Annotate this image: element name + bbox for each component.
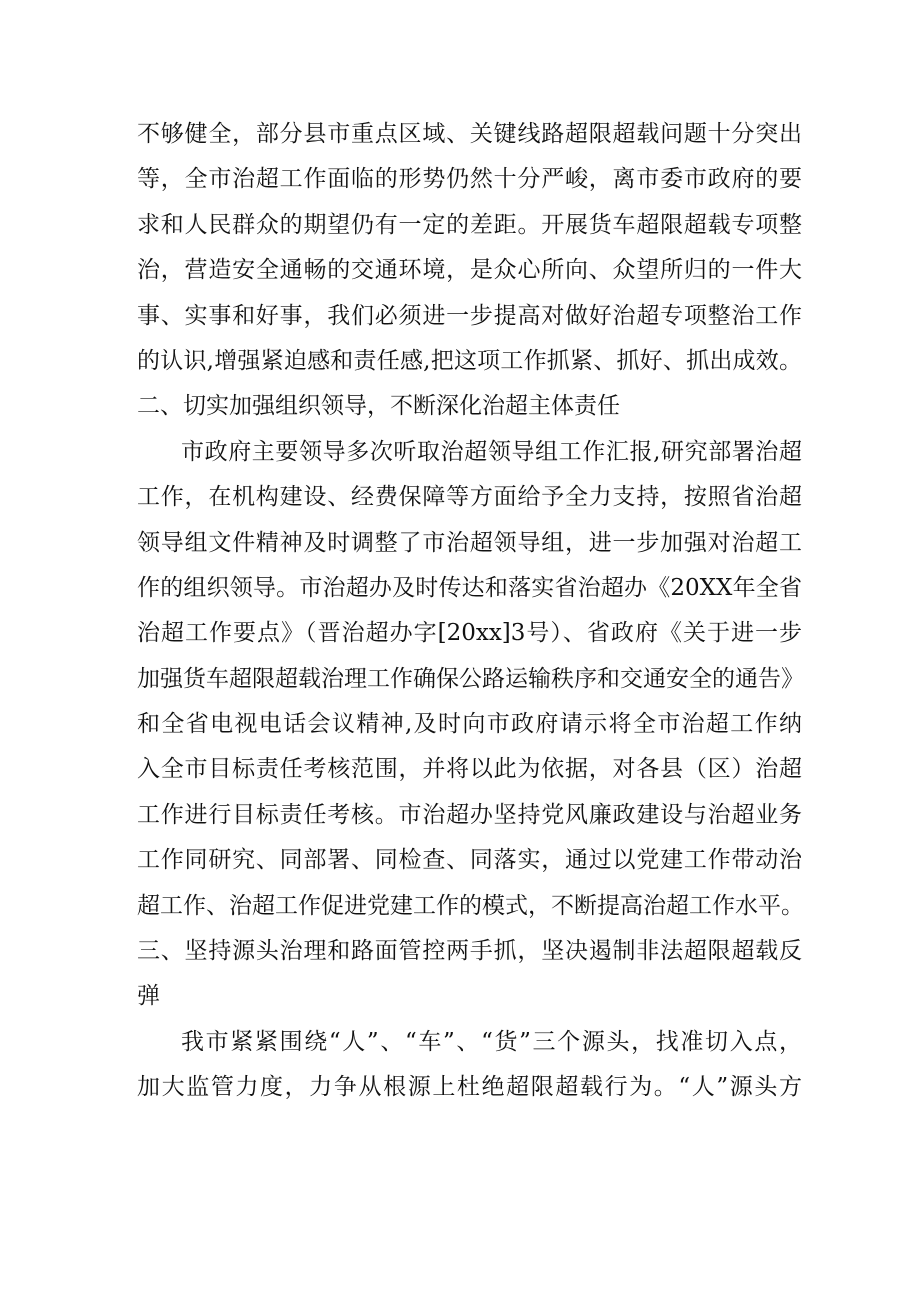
body-line: 领导组文件精神及时调整了市治超领导组，进一步加强对治超工 (137, 529, 802, 556)
section-heading: 二、切实加强组织领导，不断深化治超主体责任 (137, 393, 620, 420)
document-body (137, 112, 802, 1111)
body-line: 等，全市治超工作面临的形势仍然十分严峻，离市委市政府的要 (137, 166, 802, 193)
body-line: 工作，在机构建设、经费保障等方面给予全力支持，按照省治超 (137, 484, 802, 511)
body-line: 治，营造安全通畅的交通环境，是众心所向、众望所归的一件大 (137, 257, 802, 284)
section-heading-continuation: 弹 (137, 983, 160, 1010)
body-line: 不够健全，部分县市重点区域、关键线路超限超载问题十分突出 (137, 121, 802, 147)
body-line: 入全市目标责任考核范围，并将以此为依据，对各县（区）治超 (137, 756, 802, 783)
section-heading: 三、坚持源头治理和路面管控两手抓，坚决遏制非法超限超载反 (137, 938, 802, 965)
body-line: 加强货车超限超载治理工作确保公路运输秩序和交通安全的通告》 (137, 665, 804, 692)
body-line: 工作同研究、同部署、同检查、同落实，通过以党建工作带动治 (137, 847, 802, 874)
body-line: 治超工作要点》（晋治超办字[20xx]3号）、省政府《关于进一步 (137, 620, 802, 647)
body-line: 求和人民群众的期望仍有一定的差距。开展货车超限超载专项整 (137, 211, 802, 238)
body-line: 作的组织领导。市治超办及时传达和落实省治超办《20XX年全省 (137, 574, 802, 601)
body-line: 我市紧紧围绕“人”、“车”、“货”三个源头，找准切入点， (181, 1028, 802, 1055)
body-line: 市政府主要领导多次听取治超领导组工作汇报,研究部署治超 (181, 438, 802, 465)
body-line: 超工作、治超工作促进党建工作的模式，不断提高治超工作水平。 (137, 892, 804, 919)
body-line: 事、实事和好事，我们必须进一步提高对做好治超专项整治工作 (137, 302, 802, 329)
body-line: 工作进行目标责任考核。市治超办坚持党风廉政建设与治超业务 (137, 801, 802, 828)
body-line: 的认识,增强紧迫感和责任感,把这项工作抓紧、抓好、抓出成效。 (137, 347, 802, 374)
body-line: 加大监管力度，力争从根源上杜绝超限超载行为。“人”源头方 (137, 1074, 802, 1101)
body-line: 和全省电视电话会议精神,及时向市政府请示将全市治超工作纳 (137, 711, 802, 738)
